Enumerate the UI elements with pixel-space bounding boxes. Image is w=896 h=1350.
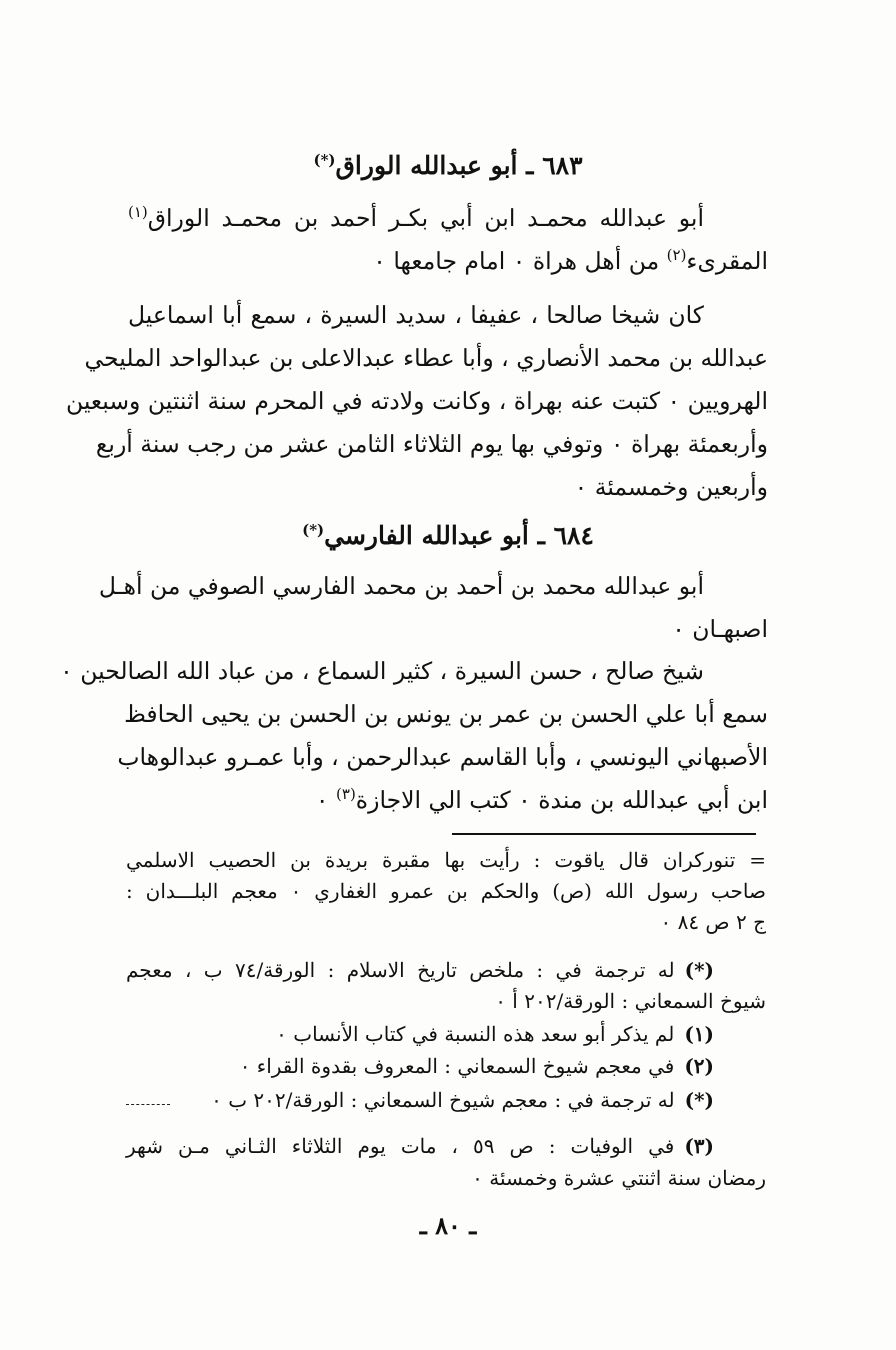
entry-684-title-mark: (*) [302, 521, 325, 539]
entry-683-heading [0, 150, 896, 182]
entry-683-text: أبو عبدالله محمـد ابن أبي بكـر أحمد بن محمـد الوراق [147, 204, 704, 232]
entry-684-heading [0, 520, 896, 552]
footnote-3 [126, 1131, 766, 1162]
entry-684-line: اصبهـان ٠ [672, 615, 768, 643]
footnote-text: له ترجمة في : ملخص تاريخ الاسلام : الورقة/٧٤ ب ، معجم [126, 958, 675, 982]
entry-683-line: وأربعمئة بهراة ٠ وتوفي بها يوم الثلاثاء الثامن عشر من رجب سنة أربع [95, 430, 768, 458]
entry-684-title: ٦٨٤ ـ أبو عبدالله الفارسي [324, 521, 594, 550]
entry-683-line [128, 200, 768, 236]
entry-684-line: أبو عبدالله محمد بن أحمد بن محمد الفارسي الصوفي من أهـل [98, 572, 704, 600]
footnote-mark: (٢) [684, 1054, 714, 1078]
footnote-text: لم يذكر أبو سعد هذه النسبة في كتاب الأنساب ٠ [276, 1022, 675, 1046]
footnote-separator [452, 833, 756, 835]
footnote-mark: (*) [684, 1088, 714, 1112]
entry-683-line: وأربعين وخمسمئة ٠ [574, 473, 768, 501]
footnote-star-683-line: شيوخ السمعاني : الورقة/٢٠٢ أ ٠ [495, 989, 766, 1013]
footnote-mark: (*) [684, 958, 715, 982]
entry-683-title-mark: (*) [313, 151, 336, 169]
entry-683-line: كان شيخا صالحا ، عفيفا ، سديد السيرة ، سمع أبا اسماعيل [128, 301, 704, 329]
entry-683-line: الهرويين ٠ كتبت عنه بهراة ، وكانت ولادته في المحرم سنة اثنتين وسبعين [65, 387, 768, 415]
footnote-continuation-line: = تنوركران قال ياقوت : رأيت بها مقبرة بريدة بن الحصيب الاسلمي [126, 848, 766, 872]
entry-683-text: من أهل هراة ٠ امام جامعها ٠ [373, 247, 667, 275]
entry-683-line [128, 243, 768, 279]
footnote-ref-3: (٣) [336, 785, 356, 803]
entry-684-text: ٠ [315, 786, 337, 814]
footnote-continuation-line: ج ٢ ص ٨٤ ٠ [660, 910, 766, 934]
footnote-continuation-line: صاحب رسول الله (ص) والحكم بن عمرو الغفاري ٠ معجم البلـــدان : [126, 879, 766, 903]
footnote-ref-1: (١) [128, 203, 148, 221]
entry-683-line: عبدالله بن محمد الأنصاري ، وأبا عطاء عبدالاعلى بن عبدالواحد المليحي [84, 344, 768, 372]
footnote-1 [126, 1019, 766, 1050]
footnote-text: في معجم شيوخ السمعاني : المعروف بقدوة القراء ٠ [239, 1054, 675, 1078]
entry-684-line [128, 782, 768, 818]
page-number: ـ ٨٠ ـ [419, 1211, 477, 1240]
entry-684-text: ابن أبي عبدالله بن مندة ٠ كتب الي الاجازة [355, 786, 768, 814]
footnote-3-line: رمضان سنة اثنتي عشرة وخمسئة ٠ [472, 1166, 766, 1190]
footnote-mark: (٣) [684, 1134, 714, 1158]
footnote-ref-2: (٢) [666, 246, 687, 264]
footnote-text: في الوفيات : ص ٥٩ ، مات يوم الثلاثاء الثـاني مـن شهر [126, 1134, 675, 1158]
entry-683-text: المقرىء [686, 247, 768, 275]
entry-683-title: ٦٨٣ ـ أبو عبدالله الوراق [335, 151, 583, 180]
print-artifact-line [126, 1104, 170, 1105]
entry-684-line: الأصبهاني اليونسي ، وأبا القاسم عبدالرحمن ، وأبا عمـرو عبدالوهاب [117, 743, 768, 771]
footnote-2 [126, 1051, 766, 1082]
entry-684-line: سمع أبا علي الحسن بن عمر بن يونس بن الحسن بن يحيى الحافظ [124, 700, 768, 728]
footnote-mark: (١) [684, 1022, 714, 1046]
footnote-star-684 [126, 1085, 766, 1116]
footnote-star-683 [126, 955, 766, 986]
footnote-text: له ترجمة في : معجم شيوخ السمعاني : الورقة/٢٠٢ ب ٠ [211, 1088, 675, 1112]
entry-684-line: شيخ صالح ، حسن السيرة ، كثير السماع ، من عباد الله الصالحين ٠ [60, 657, 704, 685]
